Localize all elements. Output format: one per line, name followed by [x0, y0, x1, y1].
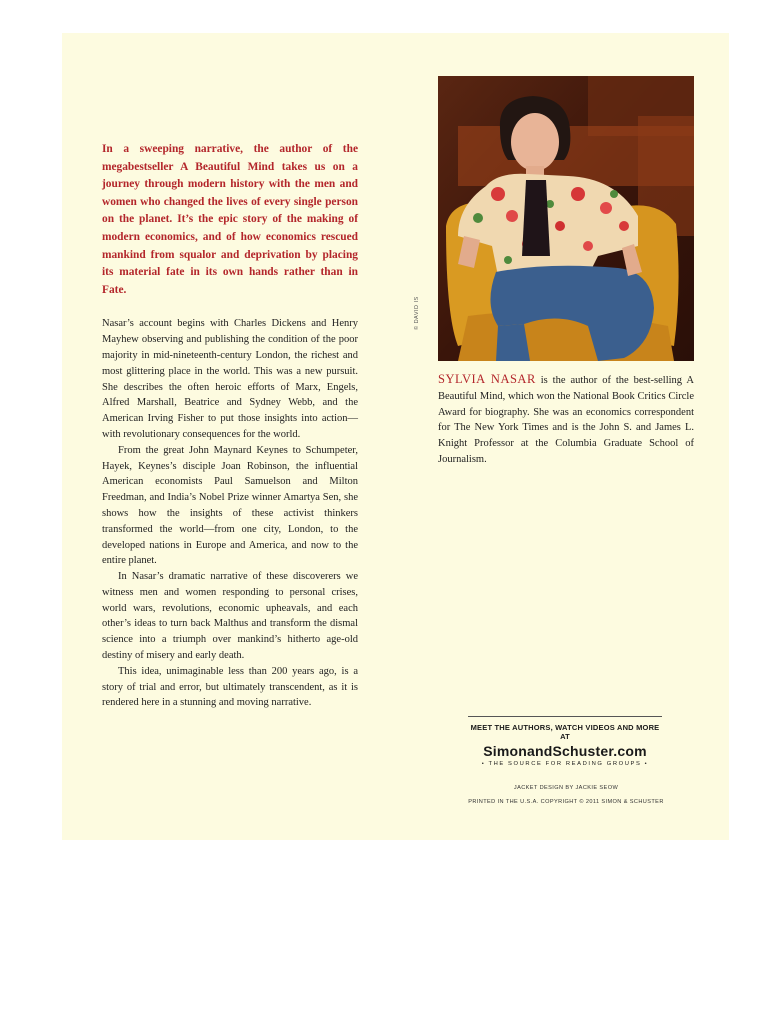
- author-bio: [438, 372, 694, 468]
- body-paragraph: From the great John Maynard Keynes to Schumpeter, Hayek, Keynes’s disciple Joan Robinson, the influential American economists Paul Samuelson and Milton Freedman, and India’s Nobel Prize winner Amartya Sen, she shows how the insights of these activist thinkers transformed the world—from one city, London, to the developed nations in Europe and America, and now to the entire planet.: [102, 444, 358, 567]
- author-bio-text: is the author of the best-selling A Beautiful Mind, which won the National Book Critics Circle Award for biography. She was an economics correspondent for The New York Times and is the John S. and James L. Knight Professor at the Columbia Graduate School of Journalism.: [438, 375, 694, 465]
- jacket-design-credit: JACKET DESIGN BY JACKIE SEOW: [513, 785, 619, 791]
- author-photo-illustration: [438, 76, 694, 361]
- book-jacket-back: [62, 33, 729, 840]
- author-photo: [438, 76, 694, 361]
- promo-tagline: • THE SOURCE FOR READING GROUPS •: [481, 761, 649, 767]
- author-name: SYLVIA NASAR: [438, 372, 536, 386]
- body-paragraph: This idea, unimaginable less than 200 years ago, is a story of trial and error, but ultimately transcendent, as it is rendered here in a stunning and moving narrative.: [102, 665, 358, 709]
- body-paragraph: In Nasar’s dramatic narrative of these discoverers we witness men and women responding to personal crises, world wars, revolutions, economic upheavals, and each other’s ideas to turn back Malthus and transform the dismal science into a triumph over mankind’s hitherto age-old destiny of misery and early death.: [102, 571, 358, 662]
- body-text: [102, 316, 358, 711]
- publisher-promo: [468, 716, 662, 767]
- photo-credit: © DAVID IS: [414, 296, 420, 330]
- publisher-website-link[interactable]: SimonandSchuster.com: [483, 743, 647, 759]
- description-column: [102, 141, 358, 711]
- lead-paragraph: In a sweeping narrative, the author of the megabestseller A Beautiful Mind takes us on a journey through modern history with the men and women who changed the lives of every single person on the planet. It’s the epic story of the making of modern economics, and of how economics rescued mankind from squalor and deprivation by placing its material fate in its own hands rather than in Fate.: [102, 143, 358, 296]
- promo-heading: MEET THE AUTHORS, WATCH VIDEOS AND MORE AT: [470, 723, 660, 741]
- body-paragraph: Nasar’s account begins with Charles Dickens and Henry Mayhew observing and publishing the condition of the poor majority in mid-nineteenth-century London, the richest and most glittering place in the world. This was a new pursuit. She describes the often heroic efforts of Marx, Engels, Alfred Marshall, Beatrice and Sydney Webb, and the American Irving Fisher to put those insights into action—with revolutionary consequences for the world.: [102, 318, 358, 440]
- printed-copyright: PRINTED IN THE U.S.A. COPYRIGHT © 2011 SIMON & SCHUSTER: [468, 799, 664, 805]
